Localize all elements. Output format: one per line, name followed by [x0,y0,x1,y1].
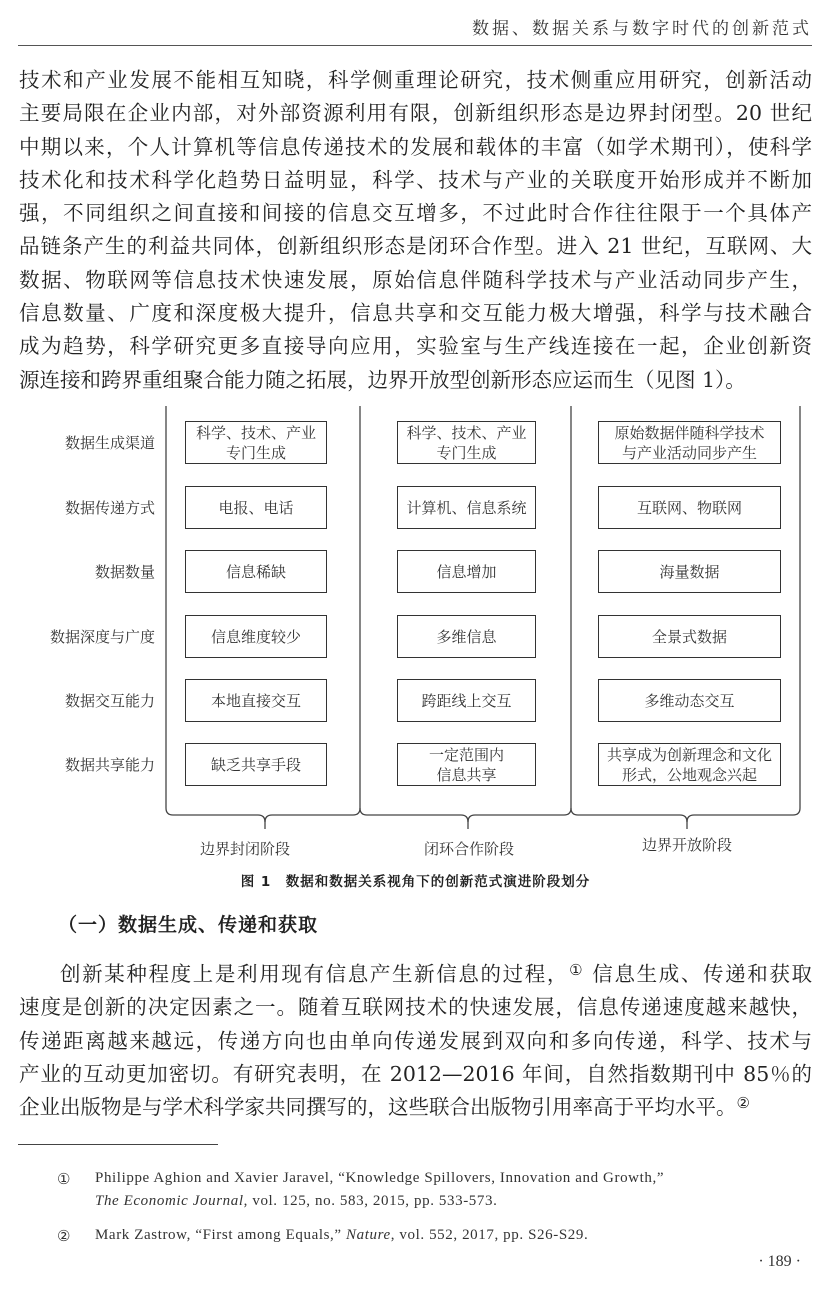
stage-cell: 本地直接交互 [185,679,327,722]
footnote-2 [57,1227,589,1245]
row-label: 数据传递方式 [64,499,155,517]
stage-cell: 计算机、信息系统 [397,486,536,529]
figure-1 [0,400,831,900]
section-heading: （一）数据生成、传递和获取 [58,914,319,936]
footnote-1 [57,1170,665,1210]
stage-label: 边界开放阶段 [641,836,732,854]
text-line [19,958,812,991]
footnote-text: , vol. 125, no. 583, 2015, pp. 533-573. [243,1193,498,1209]
stage-cell: 信息增加 [397,550,536,593]
text-line: 产业的互动更加密切。有研究表明，在 2012—2016 年间，自然指数期刊中 85％的 [19,1061,812,1086]
row-label: 数据共享能力 [64,756,155,774]
text-line: 数据、物联网等信息技术快速发展，原始信息伴随科学技术与产业活动同步产生， [19,267,812,292]
footnote-text: Mark Zastrow, “First among Equals,” [95,1227,346,1243]
stage-label: 闭环合作阶段 [423,840,514,858]
stage-cell: 多维动态交互 [598,679,781,722]
footnote-rule [18,1144,218,1145]
running-header: 数据、数据关系与数字时代的创新范式 [472,19,812,39]
stage-cell: 全景式数据 [598,615,781,658]
text-line: 主要局限在企业内部，对外部资源利用有限，创新组织形态是边界封闭型。20 世纪 [19,101,812,126]
row-label: 数据生成渠道 [64,434,155,452]
page-number: · 189 · [758,1253,801,1270]
text-line: 速度是创新的决定因素之一。随着互联网技术的快速发展，信息传递速度越来越快， [19,995,812,1020]
text-line: 中期以来，个人计算机等信息传递技术的发展和载体的丰富（如学术期刊），使科学 [19,134,812,159]
stage-cell: 科学、技术、产业 专门生成 [397,421,536,464]
journal-name: Nature [346,1227,391,1243]
row-label: 数据数量 [94,563,155,581]
footnote-number: ① [57,1172,72,1188]
stage-cell: 一定范围内 信息共享 [397,743,536,786]
figure-caption: 图 1 数据和数据关系视角下的创新范式演进阶段划分 [240,874,591,890]
text: 创新某种程度上是利用现有信息产生新信息的过程， [60,962,570,986]
text-line: 技术化和技术科学化趋势日益明显，科学、技术与产业的关联度开始形成并不断加 [19,167,812,192]
text-line: 源连接和跨界重组聚合能力随之拓展，边界开放型创新形态应运而生（见图 1）。 [19,367,746,392]
stage-cell: 电报、电话 [185,486,327,529]
stage-cell: 科学、技术、产业 专门生成 [185,421,327,464]
journal-name: The Economic Journal [95,1193,244,1209]
text-line: 强，不同组织之间直接和间接的信息交互增多，不过此时合作往往限于一个具体产 [19,201,812,226]
stage-cell: 跨距线上交互 [397,679,536,722]
stage-cell: 信息维度较少 [185,615,327,658]
text: 信息生成、传递和获取 [584,962,813,986]
text-line: 成为趋势，科学研究更多直接导向应用，实验室与生产线连接在一起，企业创新资 [19,334,812,359]
stage-cell: 信息稀缺 [185,550,327,593]
text-line: 传递距离越来越远，传递方向也由单向传递发展到双向和多向传递，科学、技术与 [19,1028,812,1053]
row-label: 数据交互能力 [64,692,155,710]
text-line: 品链条产生的利益共同体，创新组织形态是闭环合作型。进入 21 世纪，互联网、大 [19,234,812,259]
stage-cell: 互联网、物联网 [598,486,781,529]
stage-cell: 原始数据伴随科学技术 与产业活动同步产生 [598,421,781,464]
footnote-text: Philippe Aghion and Xavier Jaravel, “Knowledge Spillovers, Innovation and Growth,” [95,1170,665,1186]
paragraph-1 [19,64,812,397]
footnote-number: ② [57,1229,72,1245]
stage-label: 边界封闭阶段 [199,840,290,858]
text: 企业出版物是与学术科学家共同撰写的，这些联合出版物引用率高于平均水平。 [19,1095,737,1120]
stage-cell: 共享成为创新理念和文化 形式，公地观念兴起 [598,743,781,786]
footnote-ref[interactable]: ① [569,961,585,979]
footnote-text: , vol. 552, 2017, pp. S26-S29. [390,1227,589,1243]
text-line: 信息数量、广度和深度极大提升，信息共享和交互能力极大增强，科学与技术融合 [19,301,812,326]
stage-cell: 海量数据 [598,550,781,593]
text-line: 技术和产业发展不能相互知晓，科学侧重理论研究，技术侧重应用研究，创新活动 [19,68,812,92]
footnote-ref[interactable]: ② [736,1094,750,1113]
row-label: 数据深度与广度 [49,628,155,646]
stage-cell: 多维信息 [397,615,536,658]
paragraph-2 [19,958,812,1124]
text-line [19,1091,812,1124]
header-rule [18,45,812,46]
stage-cell: 缺乏共享手段 [185,743,327,786]
